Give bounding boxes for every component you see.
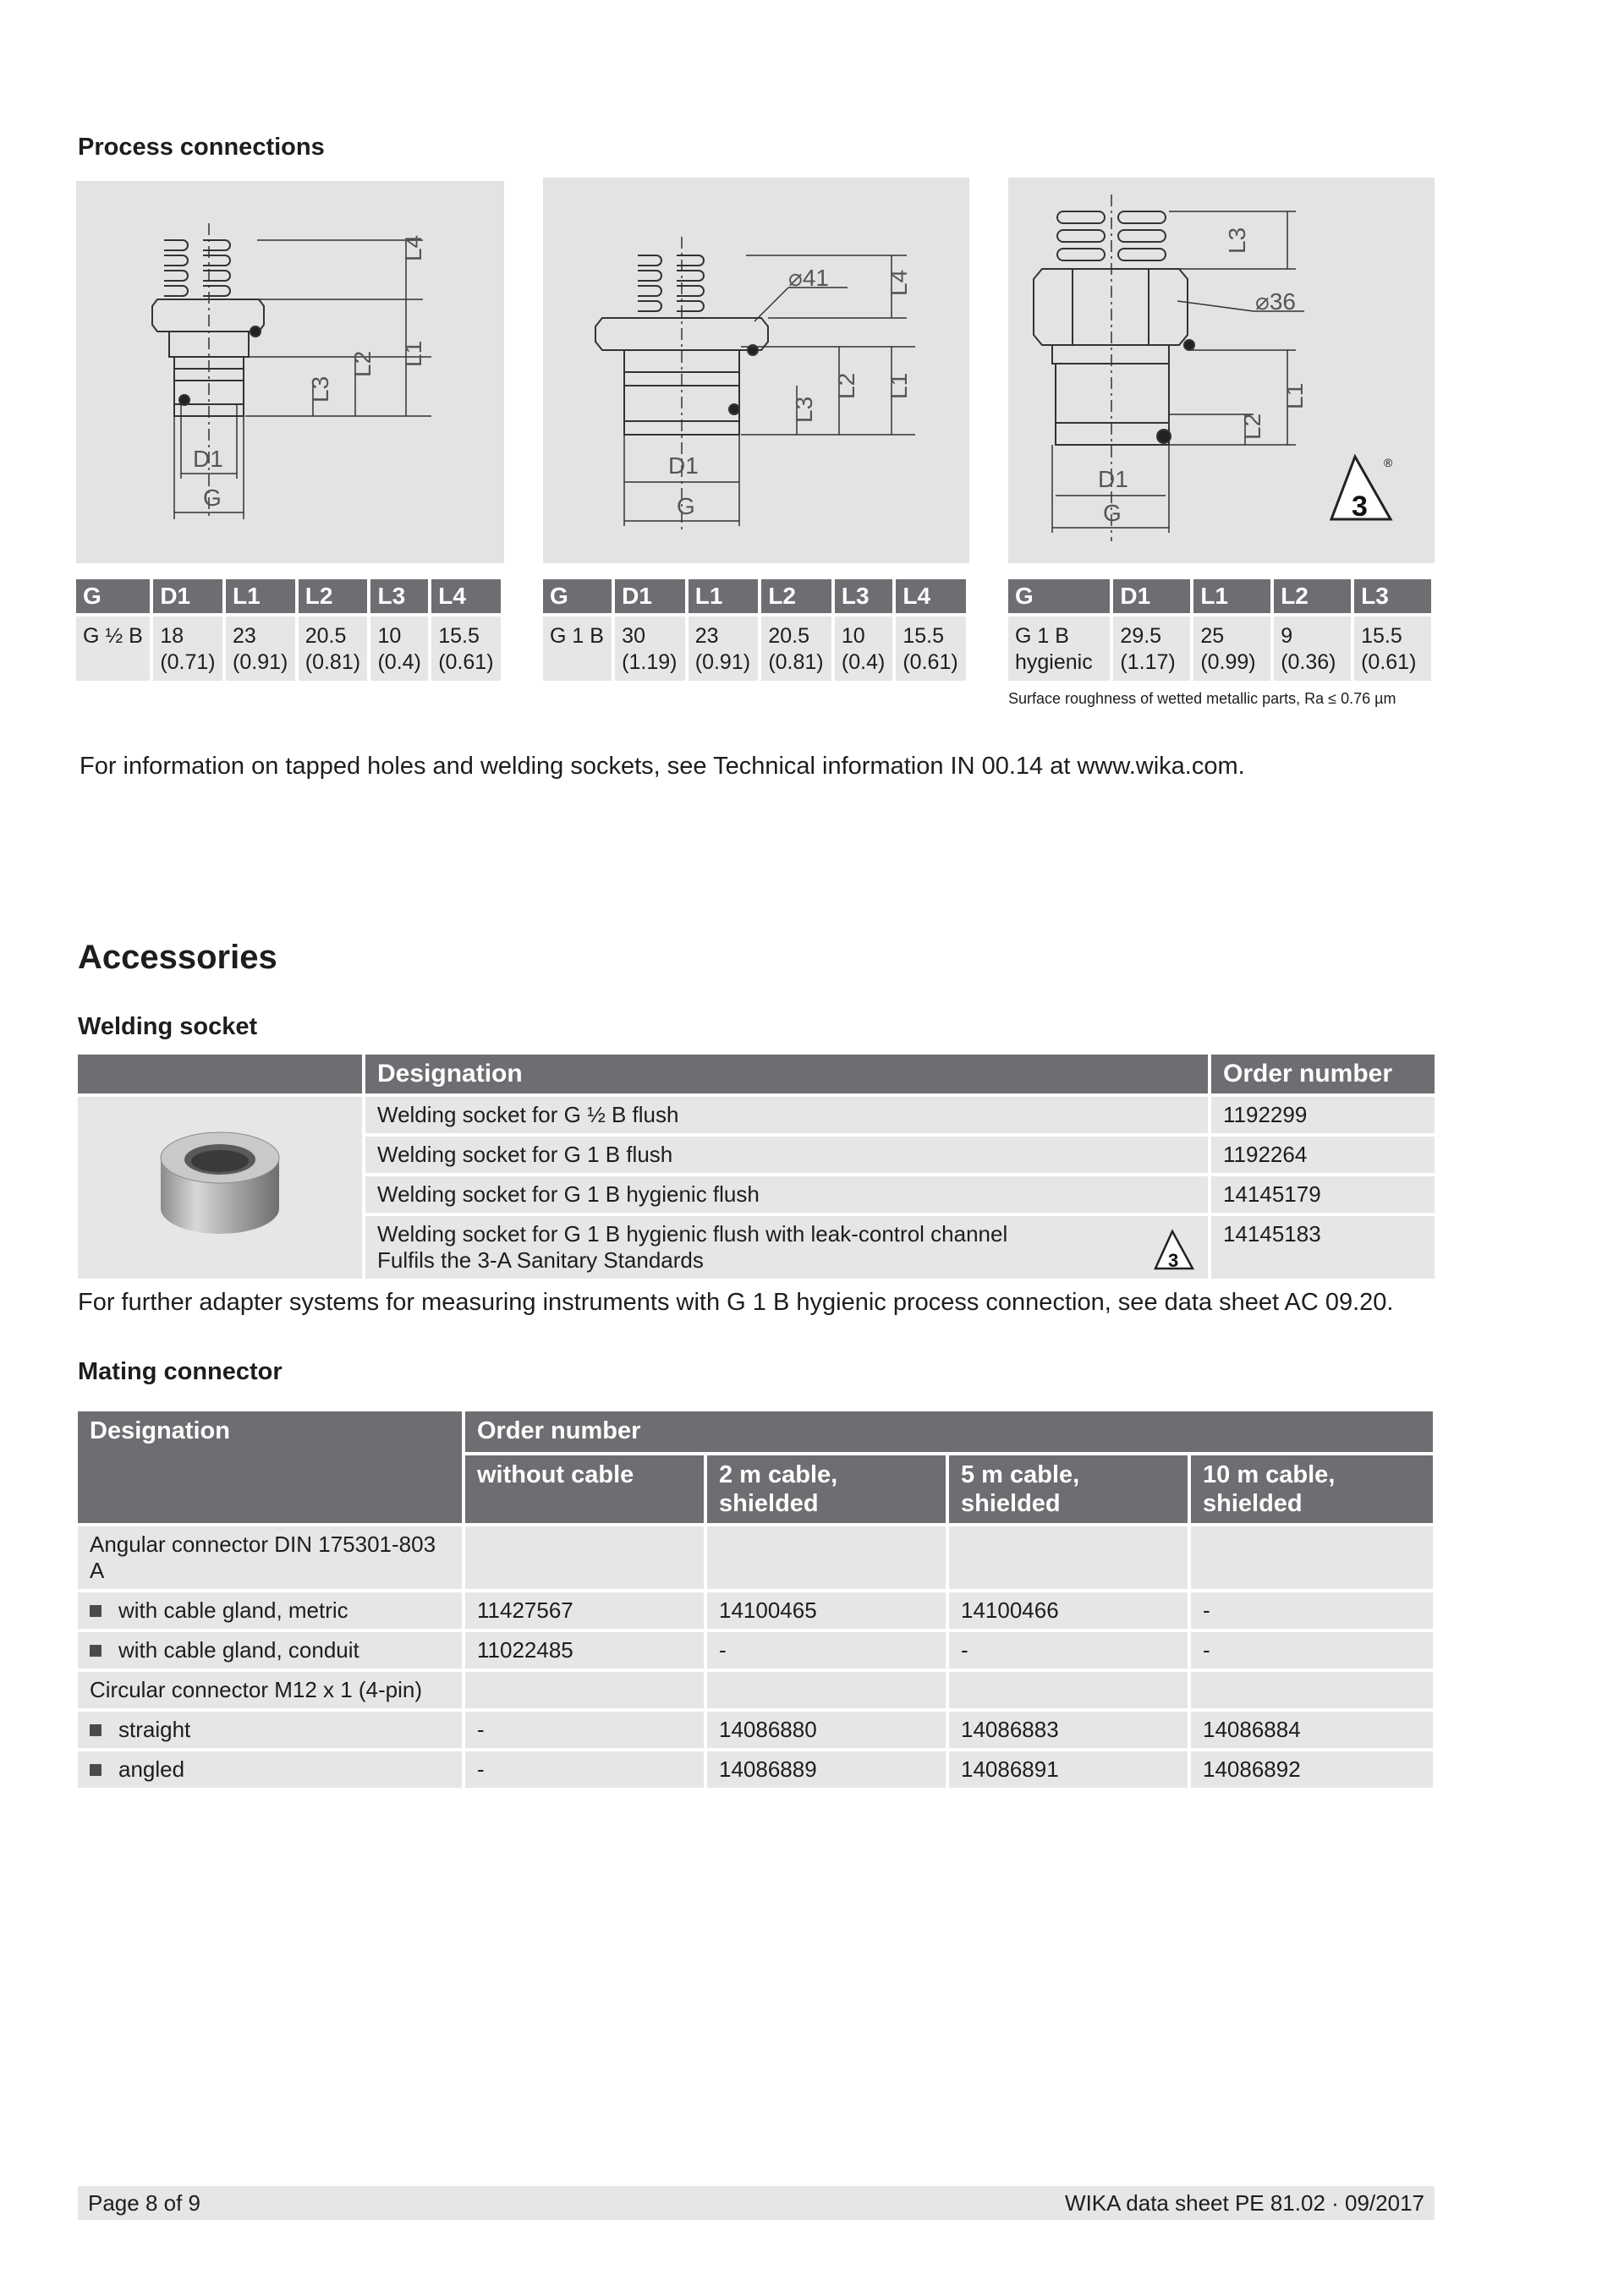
order-cell: 14086891	[949, 1748, 1191, 1788]
header-l3: L3	[835, 579, 892, 613]
header-order-number: Order number	[465, 1411, 1433, 1452]
l1-label: L1	[1281, 382, 1308, 409]
cell-l4: 15.5 (0.61)	[896, 613, 966, 681]
cell-g: G 1 B hygienic	[1008, 613, 1110, 681]
order-number-cell: 1192264	[1211, 1133, 1435, 1173]
designation-cell: Welding socket for G 1 B flush	[365, 1133, 1211, 1173]
subheader-without-cable: without cable	[465, 1452, 707, 1523]
header-order-number: Order number	[1211, 1055, 1435, 1093]
process-connection-drawing-g-half-b	[76, 181, 504, 563]
accessories-heading: Accessories	[78, 939, 277, 976]
d1-label: D1	[193, 446, 223, 472]
l2-label: L2	[833, 372, 859, 399]
order-cell: -	[465, 1748, 707, 1788]
order-cell: 11022485	[465, 1629, 707, 1669]
adapter-systems-info: For further adapter systems for measuring instruments with G 1 B hygienic process connection, see data sheet AC 09.20.	[78, 1289, 1394, 1316]
header-l4: L4	[896, 579, 966, 613]
header-d1: D1	[153, 579, 222, 613]
mating-connector-heading: Mating connector	[78, 1358, 283, 1385]
cell-l2: 9 (0.36)	[1274, 613, 1351, 681]
order-cell: 14100465	[707, 1589, 949, 1629]
data-sheet-reference: WIKA data sheet PE 81.02 · 09/2017	[1065, 2190, 1424, 2216]
table-row	[78, 1669, 1433, 1708]
svg-text:3: 3	[1168, 1250, 1179, 1271]
square-bullet-icon	[90, 1605, 102, 1617]
welding-socket-heading: Welding socket	[78, 1013, 258, 1040]
g-label: G	[1103, 500, 1122, 526]
spec-table-g-half-b	[73, 579, 504, 681]
l2-label: L2	[1239, 413, 1265, 440]
order-cell	[707, 1669, 949, 1708]
designation-cell: Circular connector M12 x 1 (4-pin)	[78, 1669, 465, 1708]
d1-label: D1	[1098, 466, 1128, 492]
order-cell: 14086892	[1191, 1748, 1433, 1788]
process-connection-drawing-g1b	[543, 178, 969, 563]
l3-label: L3	[307, 375, 333, 403]
svg-text:3: 3	[1352, 490, 1368, 523]
subheader-2m-cable: 2 m cable, shielded	[707, 1452, 949, 1523]
cell-l1: 23 (0.91)	[689, 613, 759, 681]
cell-l4: 15.5 (0.61)	[431, 613, 501, 681]
header-l4: L4	[431, 579, 501, 613]
cell-l2: 20.5 (0.81)	[761, 613, 831, 681]
g-label: G	[677, 493, 695, 519]
header-g: G	[1008, 579, 1110, 613]
order-cell: 14086883	[949, 1708, 1191, 1748]
header-designation: Designation	[365, 1055, 1211, 1093]
order-cell: 14086889	[707, 1748, 949, 1788]
header-image	[78, 1055, 365, 1093]
order-cell	[949, 1523, 1191, 1589]
designation-cell: Angular connector DIN 175301-803 A	[78, 1523, 465, 1589]
header-d1: D1	[1113, 579, 1190, 613]
cell-l1: 23 (0.91)	[226, 613, 295, 681]
table-row	[78, 1708, 1433, 1748]
page-number: Page 8 of 9	[88, 2190, 200, 2216]
header-l2: L2	[1274, 579, 1351, 613]
tapped-holes-info: For information on tapped holes and welding sockets, see Technical information IN 00.14 at www.wika.com.	[80, 753, 1245, 780]
order-cell: 14100466	[949, 1589, 1191, 1629]
header-l1: L1	[689, 579, 759, 613]
welding-socket-photo-icon	[152, 1126, 288, 1244]
cell-l2: 20.5 (0.81)	[299, 613, 368, 681]
designation-cell: Welding socket for G ½ B flush	[365, 1093, 1211, 1133]
order-cell: -	[1191, 1629, 1433, 1669]
l1-label: L1	[400, 340, 426, 367]
cell-g: G ½ B	[76, 613, 150, 681]
svg-text:®: ®	[1384, 456, 1393, 469]
header-designation: Designation	[78, 1411, 465, 1523]
spec-table-g1b-hygienic	[1005, 579, 1435, 681]
square-bullet-icon	[90, 1645, 102, 1657]
square-bullet-icon	[90, 1764, 102, 1776]
subheader-10m-cable: 10 m cable, shielded	[1191, 1452, 1433, 1523]
header-l2: L2	[761, 579, 831, 613]
3a-sanitary-logo-icon	[1152, 1228, 1196, 1272]
square-bullet-icon	[90, 1724, 102, 1736]
table-row	[78, 1629, 1433, 1669]
g-label: G	[203, 485, 222, 511]
l4-label: L4	[886, 269, 912, 296]
cell-d1: 30 (1.19)	[615, 613, 685, 681]
order-cell	[949, 1669, 1191, 1708]
designation-cell: Welding socket for G 1 B hygienic flush with leak-control channel Fulfils the 3-A Sanitary Standards 3	[365, 1213, 1211, 1279]
order-cell	[1191, 1669, 1433, 1708]
order-number-cell: 14145183	[1211, 1213, 1435, 1279]
order-cell	[465, 1669, 707, 1708]
header-d1: D1	[615, 579, 685, 613]
order-cell: -	[949, 1629, 1191, 1669]
header-l2: L2	[299, 579, 368, 613]
header-g: G	[543, 579, 612, 613]
table-row	[78, 1523, 1433, 1589]
cell-l1: 25 (0.99)	[1193, 613, 1270, 681]
order-number-cell: 1192299	[1211, 1093, 1435, 1133]
designation-cell: with cable gland, conduit	[78, 1629, 465, 1669]
l3-label: L3	[791, 396, 817, 423]
surface-roughness-note: Surface roughness of wetted metallic parts, Ra ≤ 0.76 µm	[1008, 690, 1396, 707]
cell-l3: 10 (0.4)	[835, 613, 892, 681]
order-cell: 14086880	[707, 1708, 949, 1748]
order-cell	[465, 1523, 707, 1589]
order-cell: -	[707, 1629, 949, 1669]
cell-l3: 10 (0.4)	[370, 613, 428, 681]
order-cell: -	[465, 1708, 707, 1748]
table-row	[78, 1589, 1433, 1629]
l4-label: L4	[400, 234, 426, 261]
header-g: G	[76, 579, 150, 613]
designation-cell: with cable gland, metric	[78, 1589, 465, 1629]
welding-socket-table	[78, 1055, 1435, 1279]
subheader-5m-cable: 5 m cable, shielded	[949, 1452, 1191, 1523]
order-cell: -	[1191, 1589, 1433, 1629]
order-cell: 11427567	[465, 1589, 707, 1629]
l2-label: L2	[349, 350, 376, 377]
order-cell	[707, 1523, 949, 1589]
page-footer	[78, 2186, 1435, 2220]
d1-label: D1	[668, 452, 699, 479]
designation-cell: straight	[78, 1708, 465, 1748]
header-l1: L1	[1193, 579, 1270, 613]
order-cell	[1191, 1523, 1433, 1589]
header-l3: L3	[1354, 579, 1431, 613]
process-connection-drawing-g1b-hygienic	[1008, 178, 1435, 563]
spec-table-g1b	[540, 579, 969, 681]
order-cell: 14086884	[1191, 1708, 1433, 1748]
hex-size-label: ⌀41	[788, 265, 830, 291]
header-l1: L1	[226, 579, 295, 613]
table-row	[78, 1748, 1433, 1788]
header-l3: L3	[370, 579, 428, 613]
hex-size-label: ⌀36	[1255, 288, 1297, 315]
cell-d1: 29.5 (1.17)	[1113, 613, 1190, 681]
designation-cell: Welding socket for G 1 B hygienic flush	[365, 1173, 1211, 1213]
3a-sanitary-logo-icon	[1331, 456, 1393, 523]
cell-d1: 18 (0.71)	[153, 613, 222, 681]
process-connections-heading: Process connections	[78, 134, 325, 161]
cell-l3: 15.5 (0.61)	[1354, 613, 1431, 681]
cell-g: G 1 B	[543, 613, 612, 681]
l3-label: L3	[1224, 227, 1250, 254]
designation-cell: angled	[78, 1748, 465, 1788]
l1-label: L1	[886, 372, 912, 399]
welding-socket-image	[78, 1093, 365, 1279]
order-number-cell: 14145179	[1211, 1173, 1435, 1213]
mating-connector-table	[78, 1411, 1433, 1788]
